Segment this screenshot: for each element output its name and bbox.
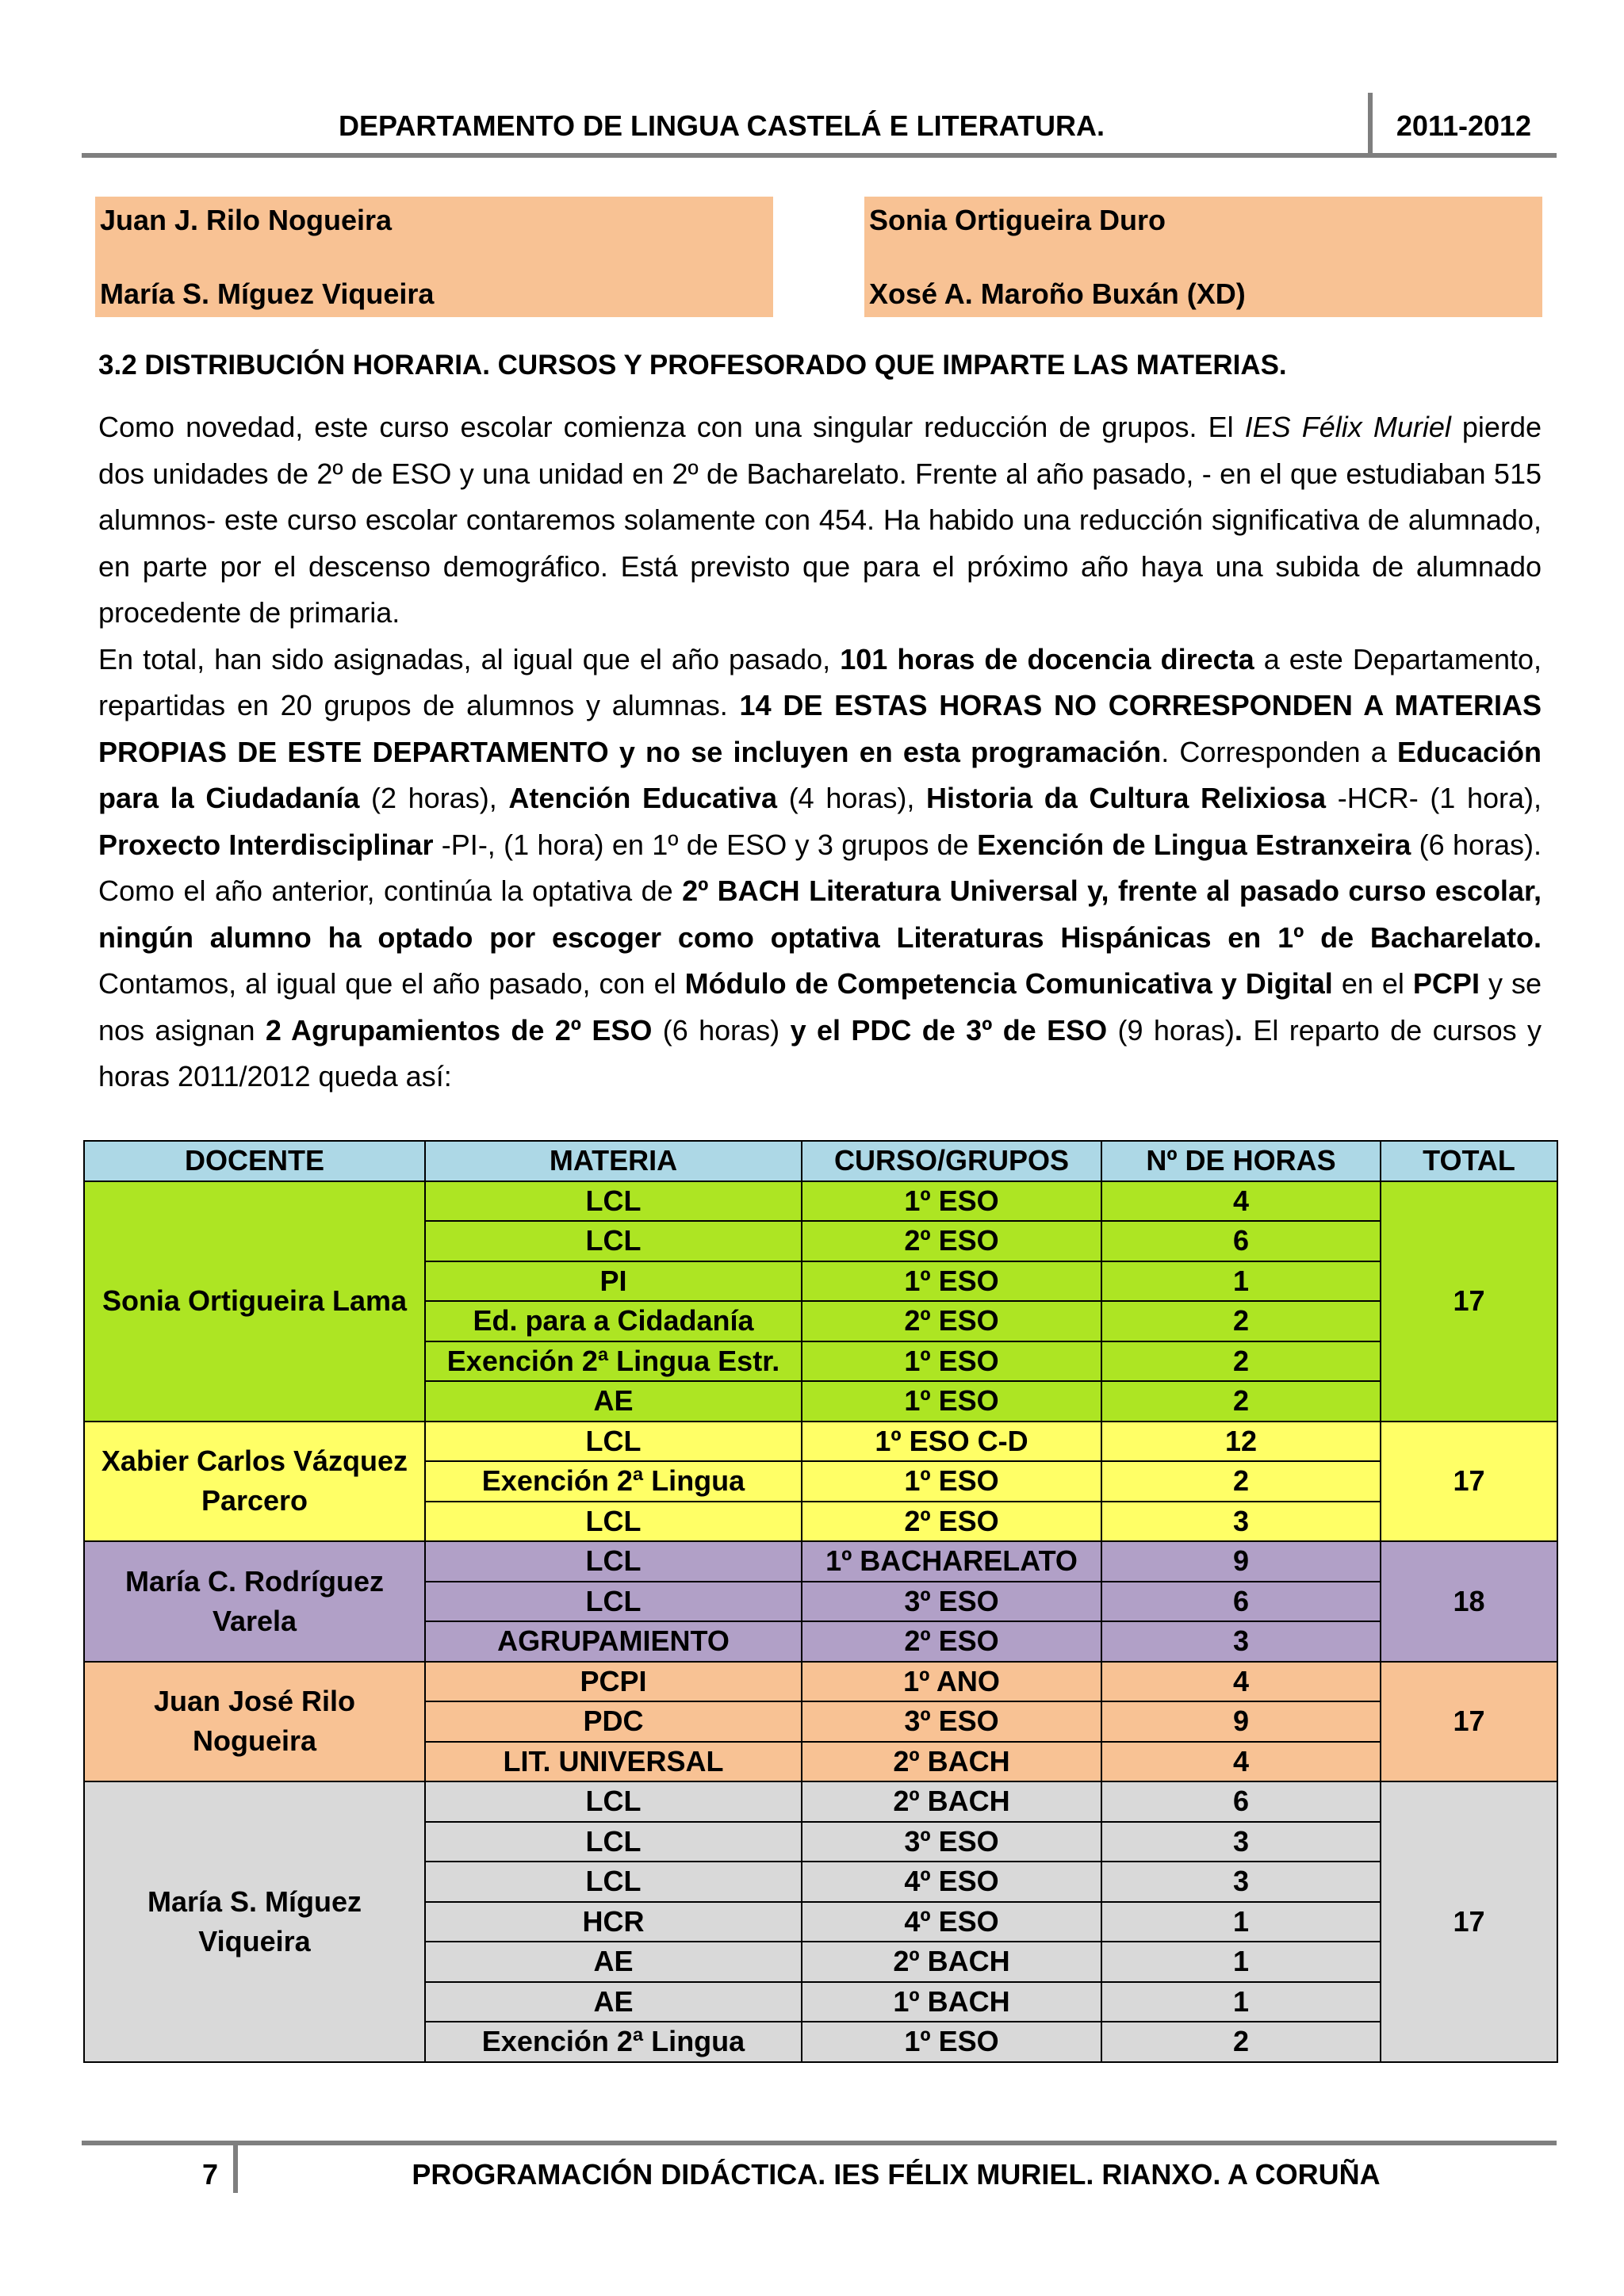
curso-cell: 1º ESO C-D xyxy=(802,1422,1101,1462)
horas-cell: 4 xyxy=(1101,1742,1381,1782)
total-cell: 17 xyxy=(1381,1422,1557,1542)
curso-cell: 2º BACH xyxy=(802,1742,1101,1782)
horas-cell: 2 xyxy=(1101,1341,1381,1382)
staff-name: Xosé A. Maroño Buxán (XD) xyxy=(869,277,1246,310)
table-row xyxy=(84,1181,1557,1222)
table-row xyxy=(84,1781,1557,1822)
curso-cell: 1º ESO xyxy=(802,1181,1101,1222)
total-cell: 18 xyxy=(1381,1541,1557,1662)
table-header-row xyxy=(84,1141,1557,1181)
horas-cell: 1 xyxy=(1101,1902,1381,1942)
body-text xyxy=(98,404,1542,1100)
footer-text: PROGRAMACIÓN DIDÁCTICA. IES FÉLIX MURIEL. RIANXO. A CORUÑA xyxy=(412,2158,1381,2191)
table-row xyxy=(84,1662,1557,1702)
docente-cell: Xabier Carlos Vázquez Parcero xyxy=(84,1422,425,1542)
staff-name: Juan J. Rilo Nogueira xyxy=(100,204,393,236)
materia-cell: LCL xyxy=(425,1541,802,1582)
docente-cell: María S. Míguez Viqueira xyxy=(84,1781,425,2062)
staff-box-left xyxy=(95,197,773,317)
total-cell: 17 xyxy=(1381,1181,1557,1422)
curso-cell: 1º ANO xyxy=(802,1662,1101,1702)
curso-cell: 1º ESO xyxy=(802,1261,1101,1302)
horas-cell: 1 xyxy=(1101,1261,1381,1302)
horas-cell: 3 xyxy=(1101,1822,1381,1862)
curso-cell: 2º ESO xyxy=(802,1502,1101,1542)
materia-cell: LCL xyxy=(425,1822,802,1862)
curso-cell: 3º ESO xyxy=(802,1582,1101,1622)
col-header-materia: MATERIA xyxy=(425,1141,802,1181)
materia-cell: LCL xyxy=(425,1862,802,1902)
table-row xyxy=(84,1422,1557,1462)
materia-cell: AGRUPAMIENTO xyxy=(425,1621,802,1662)
materia-cell: PI xyxy=(425,1261,802,1302)
materia-cell: PCPI xyxy=(425,1662,802,1702)
materia-cell: PDC xyxy=(425,1701,802,1742)
materia-cell: Exención 2ª Lingua Estr. xyxy=(425,1341,802,1382)
table-body xyxy=(84,1181,1557,2062)
col-header-horas: Nº DE HORAS xyxy=(1101,1141,1381,1181)
horas-cell: 9 xyxy=(1101,1541,1381,1582)
materia-cell: HCR xyxy=(425,1902,802,1942)
total-cell: 17 xyxy=(1381,1781,1557,2062)
header-title: DEPARTAMENTO DE LINGUA CASTELÁ E LITERATURA. xyxy=(339,109,1105,142)
curso-cell: 2º ESO xyxy=(802,1221,1101,1261)
staff-name: Sonia Ortigueira Duro xyxy=(869,204,1166,236)
horas-cell: 4 xyxy=(1101,1181,1381,1222)
horas-cell: 2 xyxy=(1101,2022,1381,2062)
paragraph-1: Como novedad, este curso escolar comienza con una singular reducción de grupos. El IES Félix Muriel pierde dos unidades de 2º de ESO y una unidad en 2º de Bacharelato. Frente al año pasado, - en el que estudiaban 515 alumnos- este curso escolar contaremos solamente con 454. Ha habido una reducción significativa de alumnado, en parte por el descenso demográfico. Está previsto que para el próximo año haya una subida de alumnado procedente de primaria. xyxy=(98,411,1542,629)
horas-cell: 1 xyxy=(1101,1982,1381,2022)
materia-cell: AE xyxy=(425,1982,802,2022)
horas-cell: 6 xyxy=(1101,1221,1381,1261)
curso-cell: 2º BACH xyxy=(802,1942,1101,1982)
curso-cell: 1º ESO xyxy=(802,1381,1101,1422)
curso-cell: 4º ESO xyxy=(802,1862,1101,1902)
table-row xyxy=(84,1541,1557,1582)
footer-rule xyxy=(82,2141,1557,2145)
paragraph-2: En total, han sido asignadas, al igual que el año pasado, 101 horas de docencia directa a este Departamento, repartidas en 20 grupos de alumnos y alumnas. 14 DE ESTAS HORAS NO CORRESPONDEN A MATERIAS PROPIAS DE ESTE DEPARTAMENTO y no se incluyen en esta programación. Corresponden a Educación para la Ciudadanía (2 horas), Atención Educativa (4 horas), Historia da Cultura Relixiosa -HCR- (1 hora), Proxecto Interdisciplinar -PI-, (1 hora) en 1º de ESO y 3 grupos de Exención de Lingua Estranxeira (6 horas). Como el año anterior, continúa la optativa de 2º BACH Literatura Universal y, frente al pasado curso escolar, ningún alumno ha optado por escoger como optativa Literaturas Hispánicas en 1º de Bacharelato. Contamos, al igual que el año pasado, con el Módulo de Competencia Comunicativa y Digital en el PCPI y se nos asignan 2 Agrupamientos de 2º ESO (6 horas) y el PDC de 3º de ESO (9 horas). El reparto de cursos y horas 2011/2012 queda así: xyxy=(98,642,1542,1093)
materia-cell: LCL xyxy=(425,1221,802,1261)
horas-cell: 1 xyxy=(1101,1942,1381,1982)
horas-cell: 3 xyxy=(1101,1862,1381,1902)
schedule-table xyxy=(83,1140,1558,2063)
horas-cell: 4 xyxy=(1101,1662,1381,1702)
horas-cell: 2 xyxy=(1101,1301,1381,1341)
materia-cell: LCL xyxy=(425,1502,802,1542)
col-header-docente: DOCENTE xyxy=(84,1141,425,1181)
horas-cell: 6 xyxy=(1101,1582,1381,1622)
curso-cell: 4º ESO xyxy=(802,1902,1101,1942)
materia-cell: AE xyxy=(425,1381,802,1422)
curso-cell: 2º ESO xyxy=(802,1301,1101,1341)
header-year: 2011-2012 xyxy=(1396,109,1532,142)
materia-cell: LCL xyxy=(425,1181,802,1222)
curso-cell: 1º ESO xyxy=(802,1341,1101,1382)
materia-cell: Exención 2ª Lingua xyxy=(425,1461,802,1502)
horas-cell: 3 xyxy=(1101,1621,1381,1662)
horas-cell: 3 xyxy=(1101,1502,1381,1542)
curso-cell: 1º ESO xyxy=(802,1461,1101,1502)
materia-cell: Ed. para a Cidadanía xyxy=(425,1301,802,1341)
horas-cell: 12 xyxy=(1101,1422,1381,1462)
curso-cell: 1º ESO xyxy=(802,2022,1101,2062)
curso-cell: 1º BACH xyxy=(802,1982,1101,2022)
curso-cell: 3º ESO xyxy=(802,1701,1101,1742)
horas-cell: 9 xyxy=(1101,1701,1381,1742)
total-cell: 17 xyxy=(1381,1662,1557,1782)
section-title: 3.2 DISTRIBUCIÓN HORARIA. CURSOS Y PROFESORADO QUE IMPARTE LAS MATERIAS. xyxy=(98,350,1287,381)
materia-cell: AE xyxy=(425,1942,802,1982)
horas-cell: 2 xyxy=(1101,1381,1381,1422)
horas-cell: 6 xyxy=(1101,1781,1381,1822)
col-header-curso: CURSO/GRUPOS xyxy=(802,1141,1101,1181)
page-number: 7 xyxy=(201,2158,219,2191)
col-header-total: TOTAL xyxy=(1381,1141,1557,1181)
materia-cell: LIT. UNIVERSAL xyxy=(425,1742,802,1782)
school-name: IES Félix Muriel xyxy=(1244,411,1451,443)
docente-cell: Juan José Rilo Nogueira xyxy=(84,1662,425,1782)
curso-cell: 2º BACH xyxy=(802,1781,1101,1822)
staff-box-right xyxy=(864,197,1542,317)
materia-cell: LCL xyxy=(425,1422,802,1462)
materia-cell: LCL xyxy=(425,1582,802,1622)
materia-cell: LCL xyxy=(425,1781,802,1822)
docente-cell: Sonia Ortigueira Lama xyxy=(84,1181,425,1422)
horas-cell: 2 xyxy=(1101,1461,1381,1502)
curso-cell: 1º BACHARELATO xyxy=(802,1541,1101,1582)
curso-cell: 2º ESO xyxy=(802,1621,1101,1662)
materia-cell: Exención 2ª Lingua xyxy=(425,2022,802,2062)
curso-cell: 3º ESO xyxy=(802,1822,1101,1862)
staff-name: María S. Míguez Viqueira xyxy=(100,277,435,310)
docente-cell: María C. Rodríguez Varela xyxy=(84,1541,425,1662)
header-rule xyxy=(82,153,1557,158)
